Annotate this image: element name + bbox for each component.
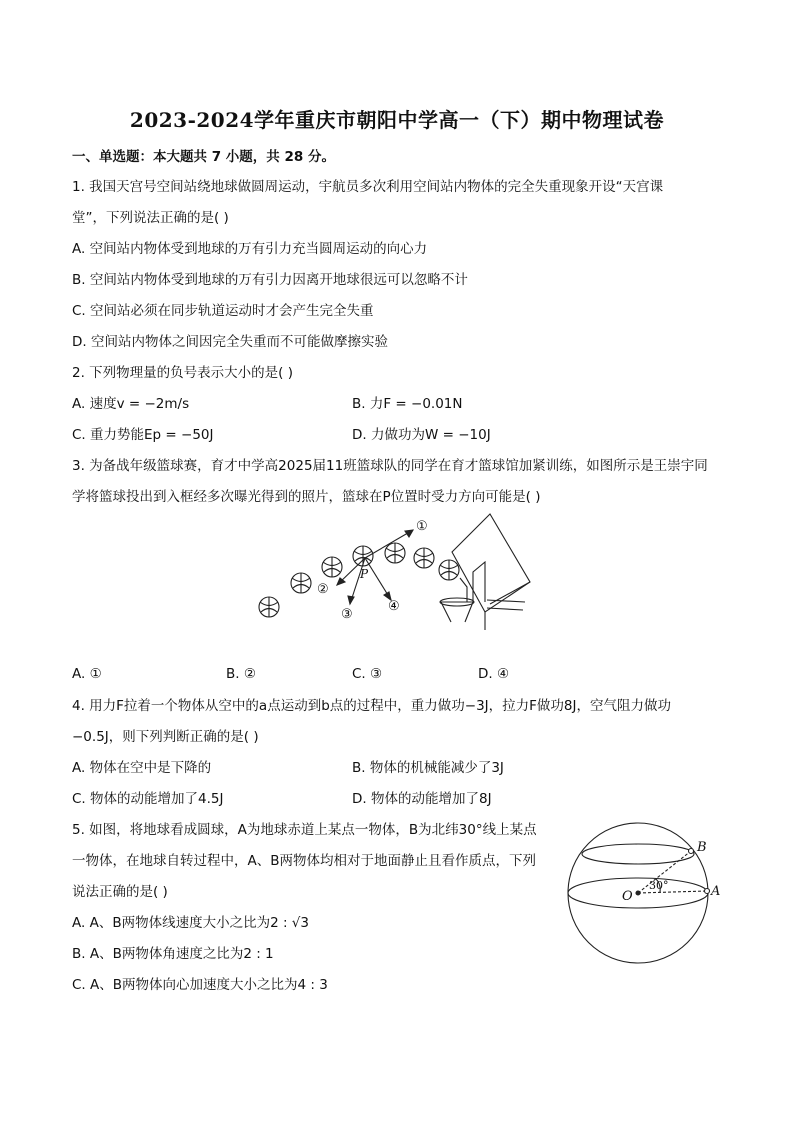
- q2-option-d: D. 力做功为W = −10J: [352, 427, 491, 443]
- q1-option-c: C. 空间站必须在同步轨道运动时才会产生完全失重: [72, 303, 374, 319]
- force-arrows: [337, 530, 413, 604]
- q4-option-c: C. 物体的动能增加了4.5J: [72, 791, 224, 807]
- q5-option-b: B. A、B两物体角速度之比为2 : 1: [72, 946, 274, 962]
- label-o: O: [622, 889, 633, 904]
- q3-stem-line1: 3. 为备战年级篮球赛，育才中学高2025届11班篮球队的同学在育才篮球馆加紧训练，如图所示是王崇宇同: [72, 458, 708, 474]
- basketball-figure: [255, 512, 545, 630]
- q3-option-a: A. ①: [72, 666, 102, 682]
- q2-option-c: C. 重力势能Ep = −50J: [72, 427, 214, 443]
- q5-option-c: C. A、B两物体向心加速度大小之比为4 : 3: [72, 977, 328, 993]
- q1-stem-line1: 1. 我国天宫号空间站绕地球做圆周运动，宇航员多次利用空间站内物体的完全失重现象开设“天宫课: [72, 179, 664, 195]
- earth-figure: [560, 816, 730, 976]
- q1-option-d: D. 空间站内物体之间因完全失重而不可能做摩擦实验: [72, 334, 388, 350]
- label-b: B: [697, 840, 707, 855]
- label-4: ④: [388, 599, 400, 614]
- basketball-2: [291, 573, 311, 593]
- q5-stem-line1: 5. 如图，将地球看成圆球，A为地球赤道上某点一物体，B为北纬30°线上某点: [72, 822, 537, 838]
- q4-stem-line1: 4. 用力F拉着一个物体从空中的a点运动到b点的过程中，重力做功−3J，拉力F做功8J，空气阻力做功: [72, 698, 671, 714]
- q1-stem-line2: 堂”，下列说法正确的是( ): [72, 210, 229, 226]
- basketball-7: [439, 560, 459, 580]
- q4-option-a: A. 物体在空中是下降的: [72, 760, 212, 776]
- label-1: ①: [416, 519, 428, 534]
- section-heading: 一、单选题：本大题共 7 小题，共 28 分。: [72, 149, 335, 165]
- q4-option-b: B. 物体的机械能减少了3J: [352, 760, 504, 776]
- q4-option-d: D. 物体的动能增加了8J: [352, 791, 492, 807]
- q1-option-b: B. 空间站内物体受到地球的万有引力因离开地球很远可以忽略不计: [72, 272, 468, 288]
- page-title: 2023-2024学年重庆市朝阳中学高一（下）期中物理试卷: [129, 108, 665, 132]
- q1-option-a: A. 空间站内物体受到地球的万有引力充当圆周运动的向心力: [72, 241, 428, 257]
- basketball-5: [385, 543, 405, 563]
- q3-option-c: C. ③: [352, 666, 383, 682]
- label-angle: 30°: [649, 879, 669, 892]
- latitude-30: [582, 844, 694, 864]
- q3-stem-line2: 学将篮球投出到入框经多次曝光得到的照片，篮球在P位置时受力方向可能是( ): [72, 489, 541, 505]
- q2-stem: 2. 下列物理量的负号表示大小的是( ): [72, 365, 293, 381]
- q5-stem-line2: 一物体，在地球自转过程中，A、B两物体均相对于地面静止且看作质点，下列: [72, 853, 536, 869]
- q4-stem-line2: −0.5J，则下列判断正确的是( ): [72, 729, 259, 745]
- label-3: ③: [341, 607, 353, 622]
- basketball-1: [259, 597, 279, 617]
- q2-option-b: B. 力F = −0.01N: [352, 396, 463, 412]
- basketball-3: [322, 557, 342, 577]
- q2-option-a: A. 速度v = −2m/s: [72, 396, 190, 412]
- q3-option-d: D. ④: [478, 666, 510, 682]
- basketball-6: [414, 548, 434, 568]
- q5-option-a: A. A、B两物体线速度大小之比为2 : √3: [72, 915, 309, 931]
- label-p: P: [360, 567, 369, 581]
- q5-stem-line3: 说法正确的是( ): [72, 884, 168, 900]
- label-a: A: [711, 884, 721, 899]
- label-2: ②: [317, 582, 329, 597]
- q3-option-b: B. ②: [226, 666, 256, 682]
